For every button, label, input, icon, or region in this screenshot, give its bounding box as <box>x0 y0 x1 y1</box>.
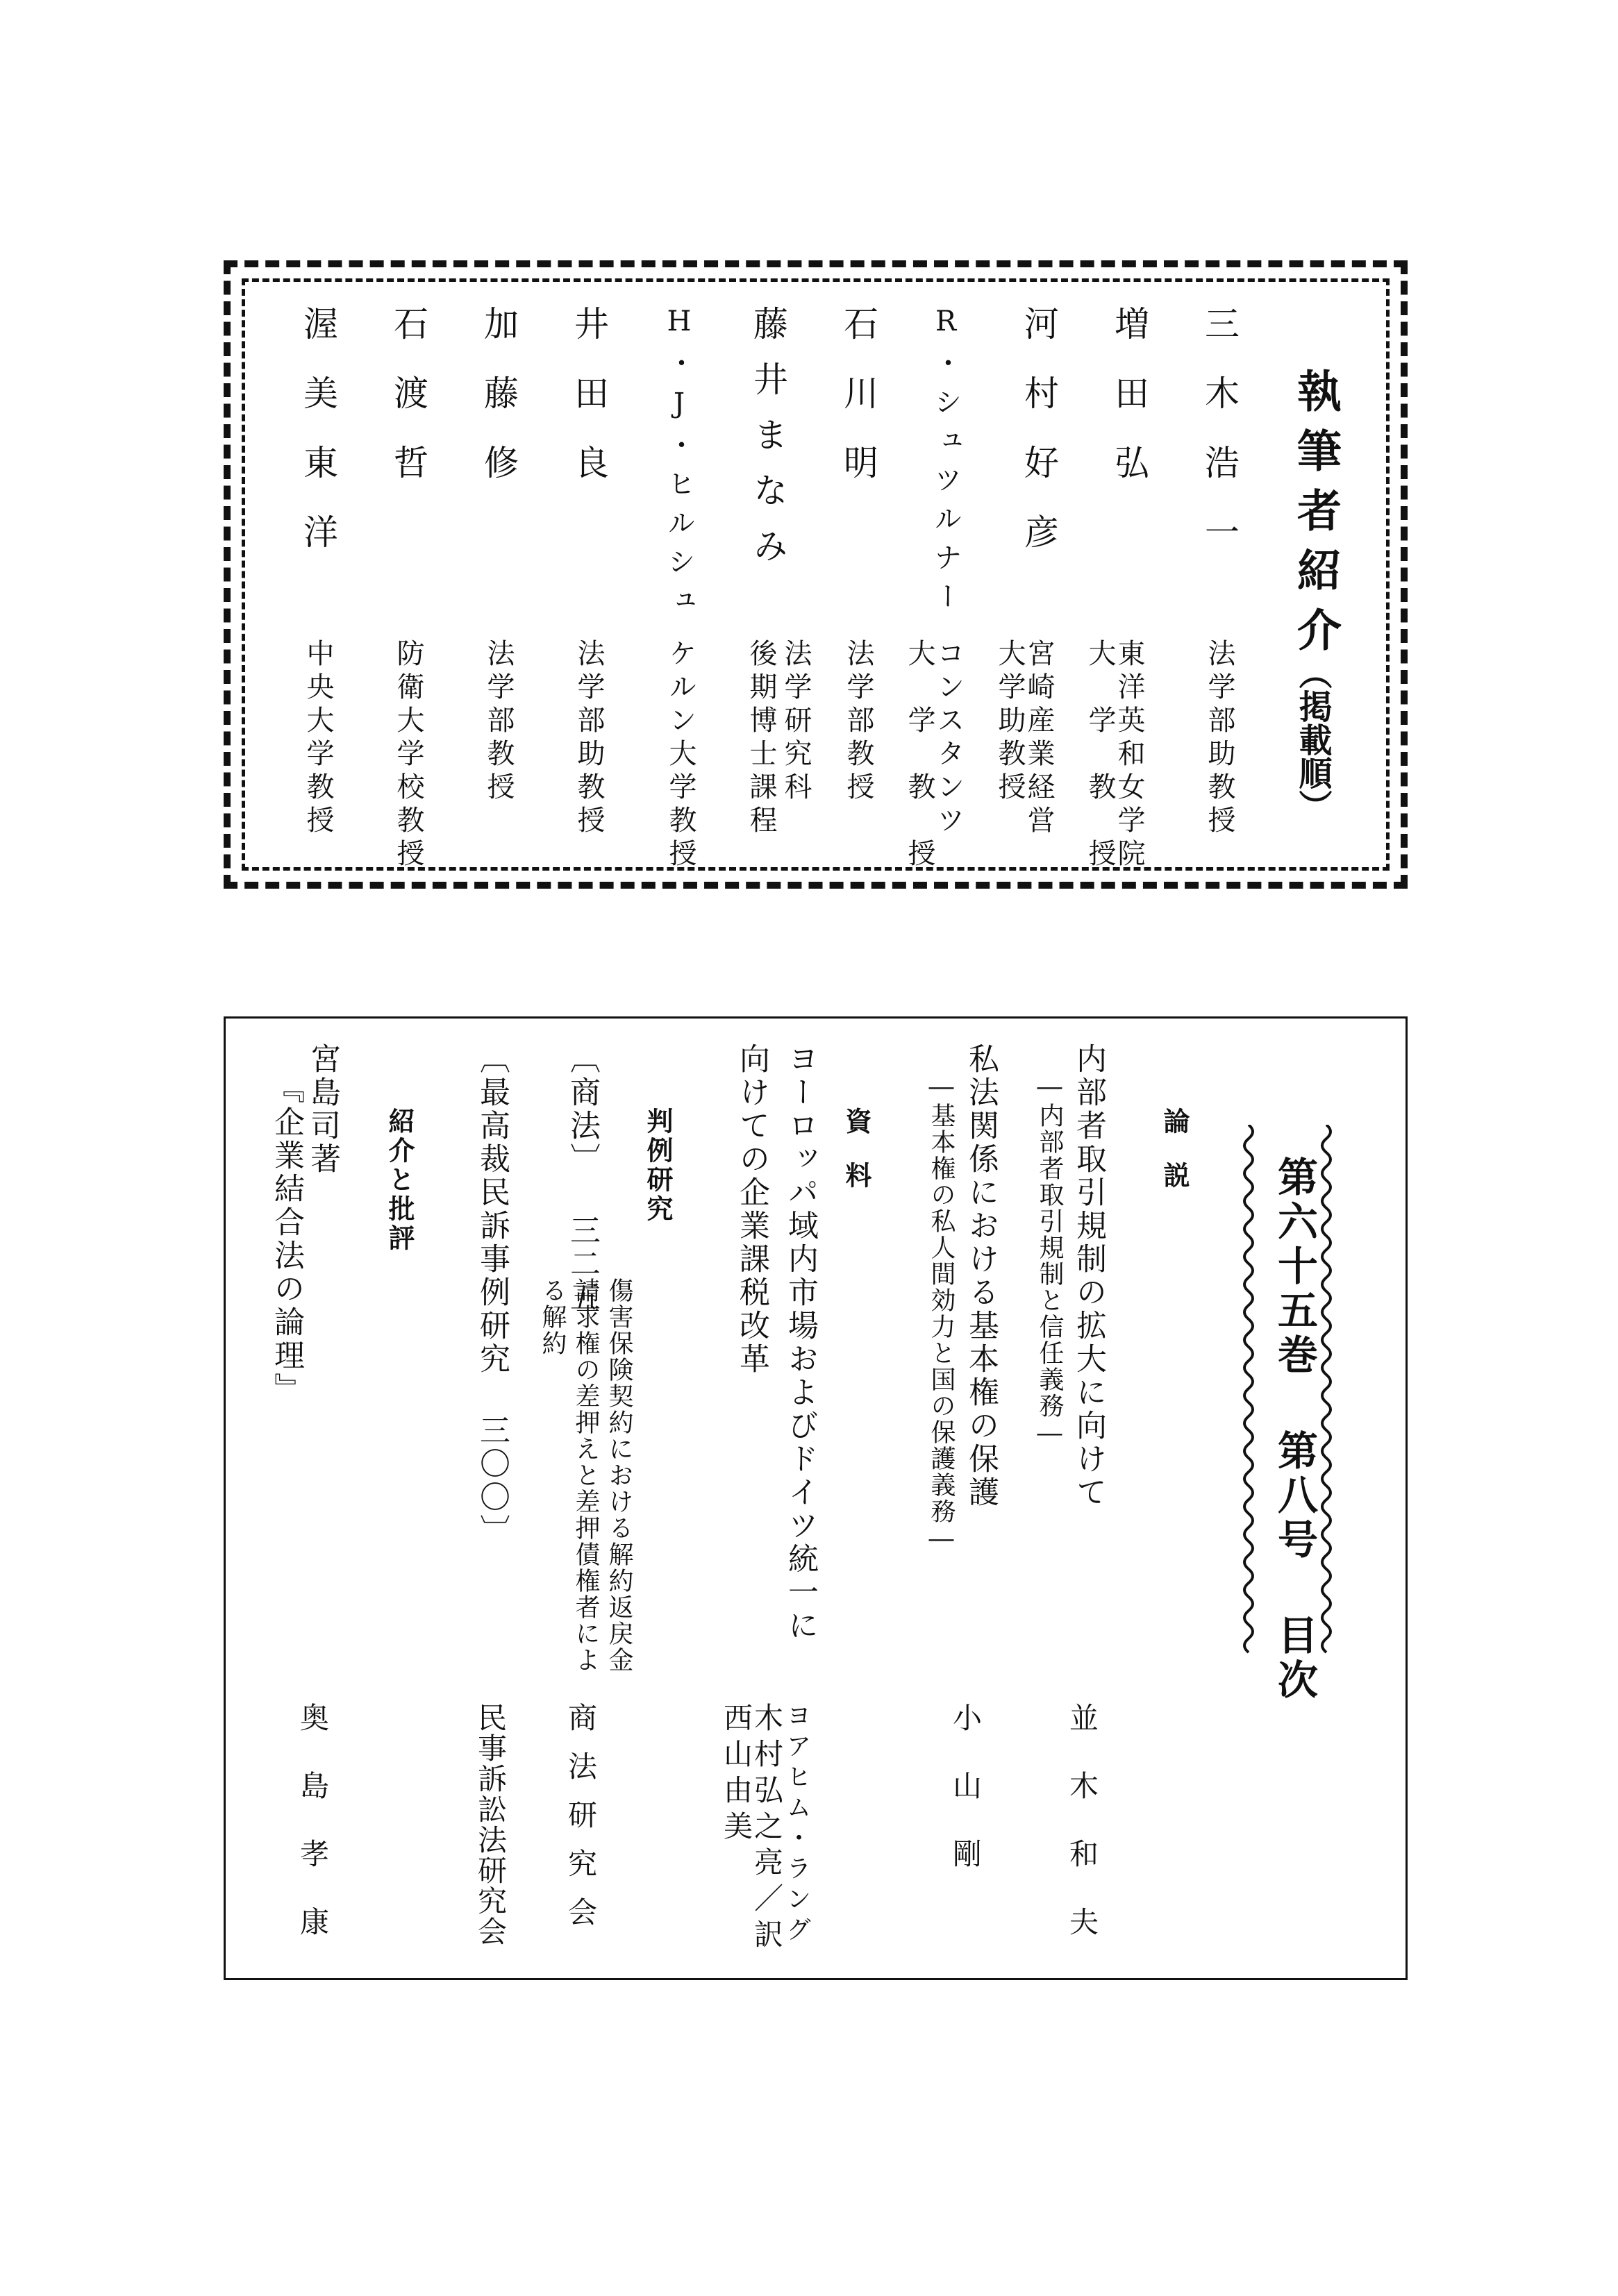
section-ronsetsu: 論説 <box>1159 1107 1190 1216</box>
contributors-title: 執筆者紹介 <box>1290 368 1342 667</box>
review-book-title: 『企業結合法の論理』 <box>269 1073 304 1406</box>
contributor-position: コンスタンツ <box>933 639 965 839</box>
toc-heading-wave-right <box>1235 1125 1262 1659</box>
contributor-position: 大 学 教 授 <box>903 639 935 872</box>
section-hanrei: 判例研究 <box>642 1107 674 1224</box>
contributor-position: 法学研究科 <box>780 639 812 805</box>
article-author: 西山由美 <box>719 1702 753 1847</box>
contributor-name: R・シュツルナー <box>930 305 962 621</box>
toc-heading: 第六十五巻 第八号 目次 <box>1271 1156 1318 1703</box>
article-title: 向けての企業課税改革 <box>734 1043 769 1376</box>
article-author: 商法研究会 <box>564 1702 598 1945</box>
article-author: 民事訴訟法研究会 <box>474 1702 508 1947</box>
case-description: る解約 <box>538 1277 567 1357</box>
contributor-name: 渥美東洋 <box>298 305 338 583</box>
contributor-position: 法学部助教授 <box>1203 639 1235 839</box>
contributor-position: 宮崎産業経営 <box>1023 639 1055 839</box>
contributor-name: 増田弘 <box>1109 305 1149 514</box>
article-author: 並木和夫 <box>1065 1702 1099 1975</box>
section-shiryo: 資料 <box>841 1107 872 1216</box>
case-description: 傷害保険契約における解約返戻金 <box>605 1277 633 1673</box>
article-title: 私法関係における基本権の保護 <box>963 1043 999 1509</box>
contributor-position: ケルン大学教授 <box>665 639 697 872</box>
case-label: 〔商法〕 三二五 <box>565 1043 600 1314</box>
contributor-name: 石川明 <box>838 305 878 514</box>
contributor-position: 法学部教授 <box>483 639 515 805</box>
contributor-name: 石渡哲 <box>388 305 428 514</box>
article-author: ヨアヒム・ラング <box>783 1702 811 1947</box>
section-shokai: 紹介と批評 <box>384 1107 415 1253</box>
case-description: 請求権の差押えと差押債権者によ <box>572 1277 600 1673</box>
contributor-name: 藤井まなみ <box>748 305 788 583</box>
contributor-name: 加藤修 <box>478 305 519 514</box>
contributor-name: 井田良 <box>569 305 609 514</box>
contributor-position: 後期博士課程 <box>745 639 777 839</box>
contributor-position: 中央大学教授 <box>302 639 334 839</box>
article-author: 奥島孝康 <box>296 1702 330 1975</box>
article-subtitle: ―基本権の私人間効力と国の保護義務― <box>927 1073 956 1555</box>
article-author: 木村弘之亮／訳 <box>750 1702 784 1955</box>
contributor-position: 法学部教授 <box>842 639 874 805</box>
article-subtitle: ―内部者取引規制と信任義務― <box>1035 1073 1064 1449</box>
case-label: 〔最高裁民訴事例研究 三〇〇〕 <box>474 1043 510 1548</box>
contributor-position: 防衛大学校教授 <box>392 639 424 872</box>
contributor-position: 東洋英和女学院 <box>1113 639 1145 872</box>
article-title: 内部者取引規制の拡大に向けて <box>1071 1043 1106 1509</box>
contributor-position: 法学部助教授 <box>573 639 605 839</box>
contributor-name: 河村好彦 <box>1019 305 1059 583</box>
article-author: 小山剛 <box>949 1702 983 1907</box>
contributor-position: 大 学 教 授 <box>1084 639 1116 872</box>
contributors-subtitle: （掲載順） <box>1293 656 1332 823</box>
contributor-name: 三木浩一 <box>1199 305 1240 583</box>
review-author-line: 宮島司著 <box>305 1043 340 1176</box>
contributor-name: H・J・ヒルシュ <box>663 305 695 625</box>
article-title: ヨーロッパ域内市場およびドイツ統一に <box>783 1043 818 1643</box>
contributor-position: 大学助教授 <box>994 639 1026 805</box>
